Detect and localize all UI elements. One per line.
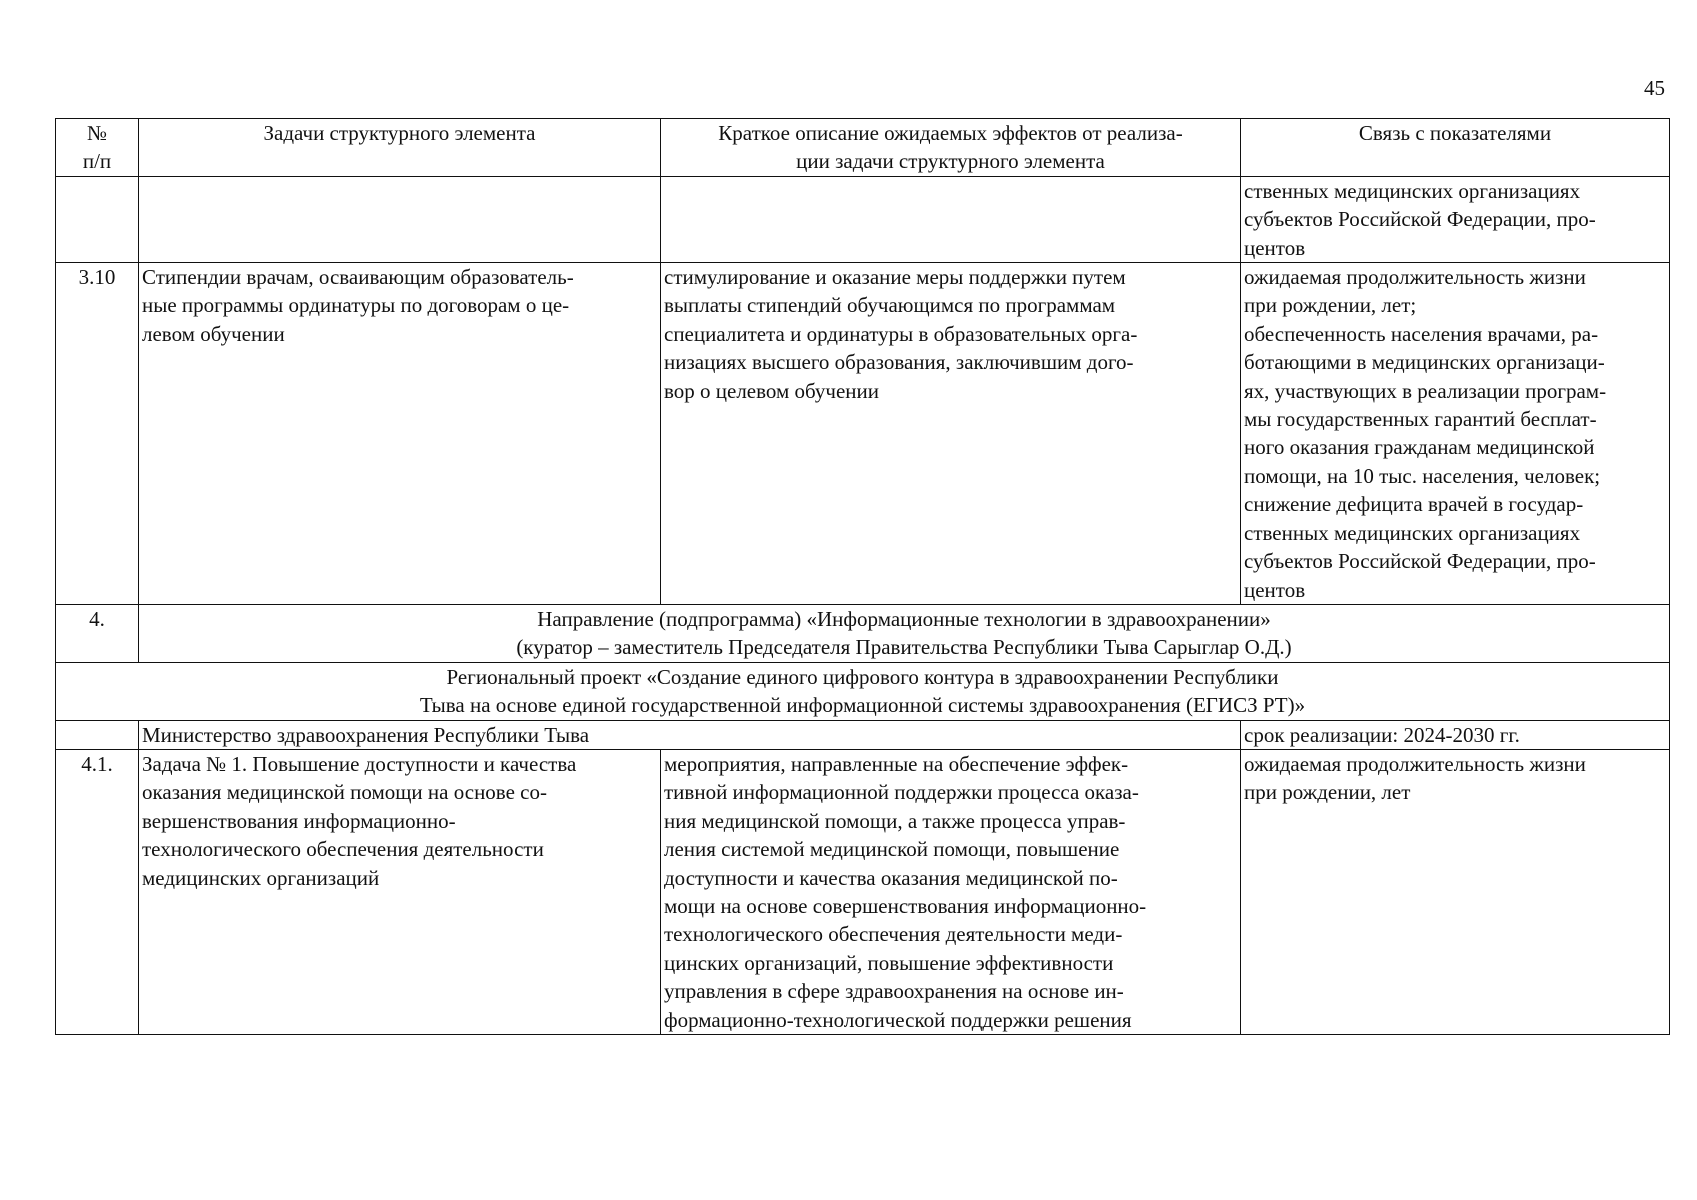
task-line: технологического обеспечения деятельности: [142, 837, 544, 862]
regional-project-row: [56, 662, 1670, 720]
effect-line: доступности и качества оказания медицинской по-: [664, 865, 1118, 890]
effect-line: тивной информационной поддержки процесса оказа-: [664, 780, 1139, 805]
task-line: Задача № 1. Повышение доступности и качества: [142, 751, 577, 776]
regional-project-line: Региональный проект «Создание единого цифрового контура в здравоохранении Республики: [446, 664, 1279, 689]
effect-line: цинских организаций, повышение эффективности: [664, 950, 1114, 975]
indicators-cell: [1241, 263, 1670, 605]
section-4-row: [56, 604, 1670, 662]
header-indicators-cell: [1241, 119, 1670, 177]
term-cell: [1241, 720, 1670, 749]
regional-project-line: Тыва на основе единой государственной информационной системы здравоохранения (ЕГИСЗ РТ)»: [419, 693, 1306, 718]
header-indicators-line: Связь с показателями: [1358, 121, 1552, 145]
indicator-line: при рождении, лет: [1244, 780, 1411, 805]
indicator-line: снижение дефицита врачей в государ-: [1244, 492, 1584, 517]
term-text: срок реализации: 2024-2030 гг.: [1244, 722, 1520, 747]
effect-line: низациях высшего образования, заключившим дого-: [664, 350, 1134, 375]
section-title-line: Направление (подпрограмма) «Информационные технологии в здравоохранении»: [537, 606, 1271, 631]
page-number: 45: [1644, 76, 1665, 100]
indicator-line: мы государственных гарантий бесплат-: [1244, 407, 1597, 432]
effect-line: мощи на основе совершенствования информационно-: [664, 893, 1147, 918]
continuation-task-cell: [139, 176, 661, 262]
header-tasks-line: Задачи структурного элемента: [263, 121, 536, 145]
indicator-line: центов: [1244, 235, 1306, 260]
table-row-4-1: [56, 749, 1670, 1034]
header-num-line: п/п: [82, 149, 112, 174]
effect-line: мероприятия, направленные на обеспечение эффек-: [664, 751, 1129, 776]
indicator-line: ного оказания гражданам медицинской: [1244, 435, 1595, 460]
task-line: ные программы ординатуры по договорам о це-: [142, 293, 570, 318]
continuation-row: [56, 176, 1670, 262]
effect-line: формационно-технологической поддержки решения: [664, 1007, 1132, 1032]
ministry-num-cell: [56, 720, 139, 749]
header-row: [56, 119, 1670, 177]
indicator-line: ях, участвующих в реализации програм-: [1244, 378, 1607, 403]
indicator-line: центов: [1244, 577, 1306, 602]
task-line: оказания медицинской помощи на основе со-: [142, 780, 547, 805]
section-curator-line: (куратор – заместитель Председателя Правительства Республики Тыва Сарыглар О.Д.): [516, 635, 1292, 660]
header-effects-line: ции задачи структурного элемента: [796, 149, 1105, 174]
responsible-text: Министерство здравоохранения Республики Тыва: [142, 722, 590, 747]
header-num-cell: [56, 119, 139, 177]
indicator-line: ботающими в медицинских организаци-: [1244, 350, 1605, 375]
effect-cell: [661, 749, 1241, 1034]
table-row-3-10: [56, 263, 1670, 605]
effect-line: технологического обеспечения деятельности меди-: [664, 922, 1123, 947]
indicator-line: ственных медицинских организациях: [1244, 520, 1581, 545]
indicator-line: обеспеченность населения врачами, ра-: [1244, 321, 1599, 346]
section-number: 4.: [56, 604, 139, 662]
effect-line: ления системой медицинской помощи, повышение: [664, 837, 1120, 862]
task-line: Стипендии врачам, осваивающим образователь-: [142, 265, 574, 290]
header-effects-cell: [661, 119, 1241, 177]
continuation-effect-cell: [661, 176, 1241, 262]
document-table: [55, 118, 1670, 1035]
indicator-line: помощи, на 10 тыс. населения, человек;: [1244, 463, 1601, 488]
header-num-line: №: [86, 121, 108, 145]
indicator-line: ожидаемая продолжительность жизни: [1244, 751, 1586, 776]
effect-line: ния медицинской помощи, а также процесса управ-: [664, 808, 1126, 833]
task-line: медицинских организаций: [142, 865, 380, 890]
task-cell: [139, 749, 661, 1034]
indicator-line: субъектов Российской Федерации, про-: [1244, 207, 1596, 232]
section-title-cell: [139, 604, 1670, 662]
ministry-row: [56, 720, 1670, 749]
indicators-cell: [1241, 749, 1670, 1034]
task-cell: [139, 263, 661, 605]
indicator-line: ственных медицинских организациях: [1244, 178, 1581, 203]
effect-line: стимулирование и оказание меры поддержки путем: [664, 265, 1126, 290]
continuation-num-cell: [56, 176, 139, 262]
regional-project-cell: [56, 662, 1670, 720]
effect-line: специалитета и ординатуры в образовательных орга-: [664, 321, 1138, 346]
task-line: вершенствования информационно-: [142, 808, 456, 833]
row-number: 3.10: [56, 263, 139, 605]
effect-line: управления в сфере здравоохранения на основе ин-: [664, 979, 1124, 1004]
indicator-line: субъектов Российской Федерации, про-: [1244, 549, 1596, 574]
indicator-line: при рождении, лет;: [1244, 293, 1417, 318]
effect-line: выплаты стипендий обучающимся по программам: [664, 293, 1116, 318]
task-line: левом обучении: [142, 321, 285, 346]
header-effects-line: Краткое описание ожидаемых эффектов от реализа-: [718, 121, 1183, 145]
effect-cell: [661, 263, 1241, 605]
row-number: 4.1.: [56, 749, 139, 1034]
effect-line: вор о целевом обучении: [664, 378, 880, 403]
indicator-line: ожидаемая продолжительность жизни: [1244, 265, 1586, 290]
continuation-indicators-cell: [1241, 176, 1670, 262]
header-tasks-cell: [139, 119, 661, 177]
responsible-cell: [139, 720, 1241, 749]
